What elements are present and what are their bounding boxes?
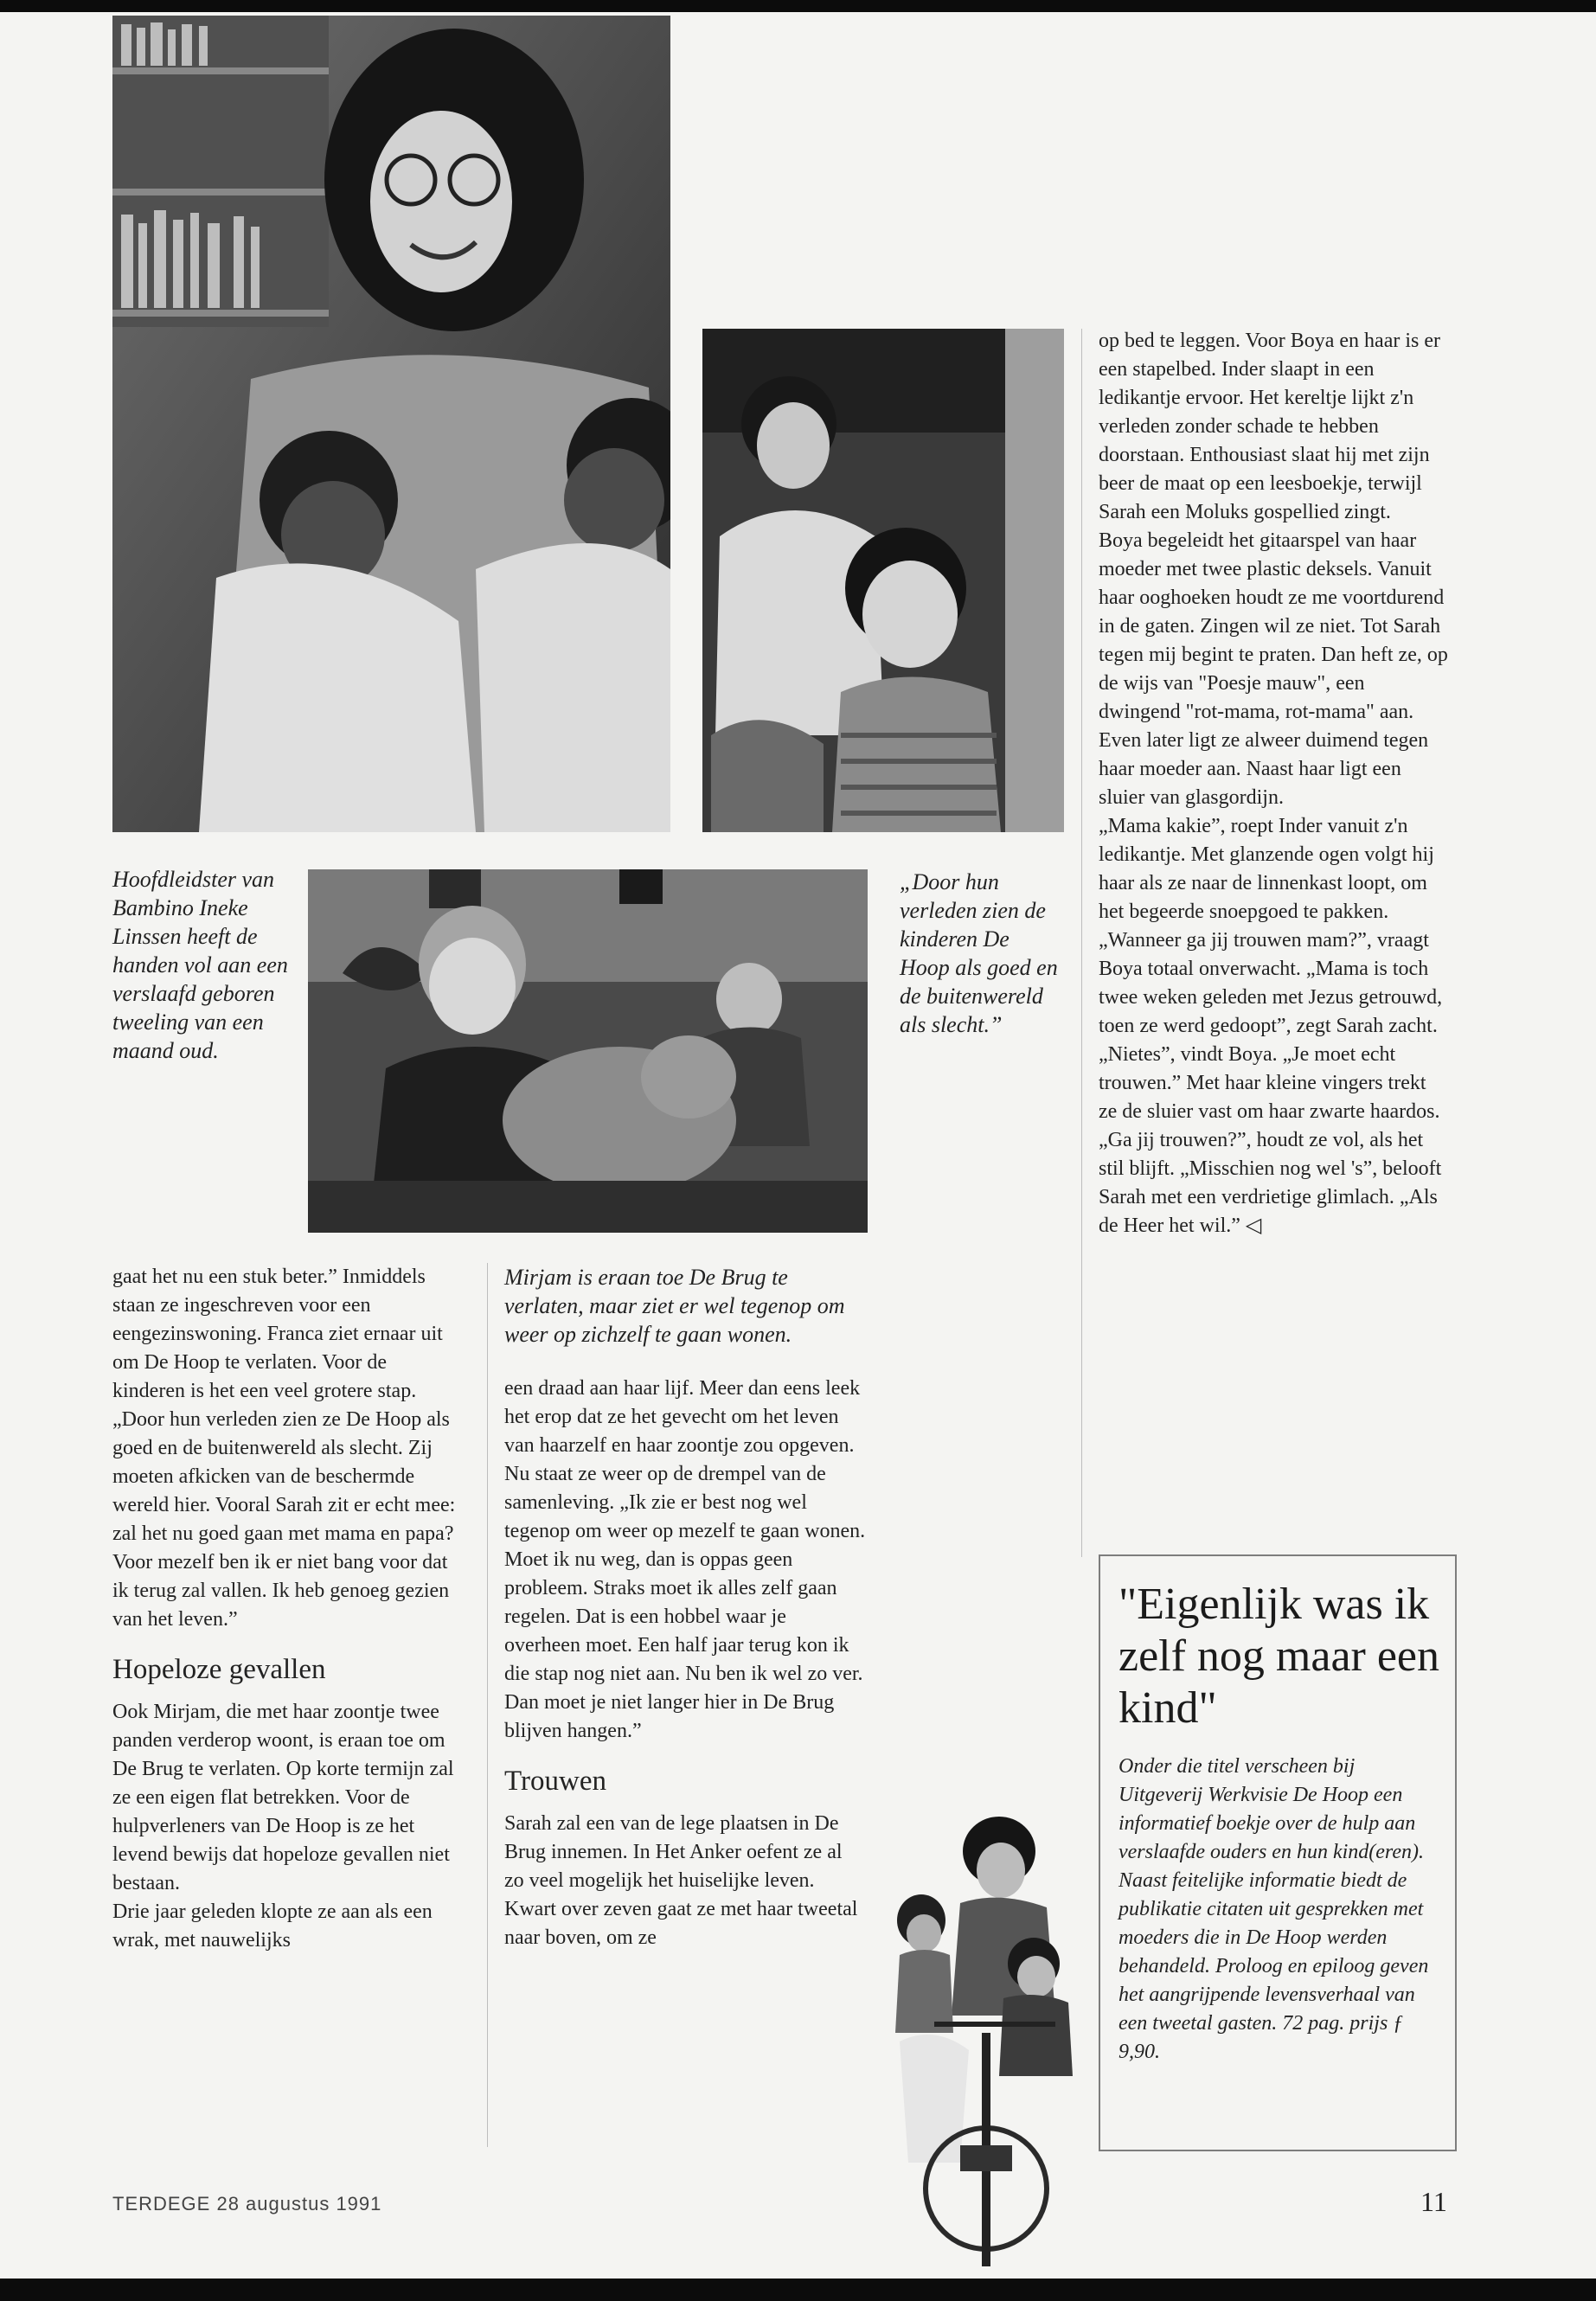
col2-intro: Mirjam is eraan toe De Brug te verlaten, maar ziet er wel tegenop om weer op zichzelf te gaan wonen. (504, 1265, 845, 1347)
col1-paragraph-2: Ook Mirjam, die met haar zoontje twee panden verderop woont, is eraan toe om De Brug te verlaten. Op korte termijn zal ze een eigen flat betrekken. Voor de hulpverleners van De Hoop is ze het levend bewijs dat hopeloze gevallen niet bestaan. (112, 1701, 454, 1894)
article-column-3 (1099, 327, 1448, 1240)
article-column-1 (112, 1263, 462, 1955)
caption-hoofdleidster: Hoofdleidster van Bambino Ineke Linssen heeft de handen vol aan een verslaafd geboren tweeling van een maand oud. (112, 867, 288, 1063)
caption-door-hun-verleden: „Door hun verleden zien de kinderen De Hoop als goed en de buitenwereld als slecht.” (900, 869, 1058, 1037)
sidebar-body: Onder die titel verscheen bij Uitgeverij Werkvisie De Hoop een informatief boekje over de hulp aan verslaafde ouders en hun kind(eren). Naast feitelijke informatie biedt de publikatie citaten uit gesprekken met moeders die in De Hoop werden behandeld. Proloog en epiloog geven het aangrijpende levensverhaal van een tweetal gasten. 72 pag. prijs ƒ 9,90. (1118, 1755, 1429, 2063)
photo-mother-children-on-bicycle (882, 1817, 1090, 2266)
col3-paragraph-2: Boya begeleidt het gitaarspel van haar moeder met twee plastic deksels. Vanuit haar ooghoeken houdt ze me voortdurend in de gaten. Zingen wil ze niet. Tot Sarah tegen mij begint te praten. Dan heft ze, op de wijs van "Poesje mauw", een dwingend "rot-mama, rot-mama" aan. Even later ligt ze alweer duimend tegen haar moeder aan. Naast haar ligt een sluier van glasgordijn. (1099, 529, 1448, 809)
col1-paragraph-3: Drie jaar geleden klopte ze aan als een wrak, met nauwelijks (112, 1900, 433, 1952)
photo-woman-with-twins (112, 16, 670, 832)
col2-paragraph-2: Sarah zal een van de lege plaatsen in De Brug innemen. In Het Anker oefent ze al zo veel mogelijk het huiselijke leven. Kwart over zeven gaat ze met haar tweetal naar boven, om ze (504, 1812, 858, 1949)
heading-hopeloze-gevallen: Hopeloze gevallen (112, 1654, 326, 1685)
column-rule-2 (1081, 329, 1082, 1557)
page-number: 11 (1420, 2186, 1447, 2217)
footer-publication-date: TERDEGE 28 augustus 1991 (112, 2193, 382, 2214)
photo-woman-and-girl-in-doorway (702, 329, 1064, 832)
col2-paragraph-1: een draad aan haar lijf. Meer dan eens leek het erop dat ze het gevecht om het leven van haarzelf en haar zoontje zou opgeven. Nu staat ze weer op de drempel van de samenleving. „Ik zie er best nog wel tegenop om weer op mezelf te gaan wonen. Moet ik nu weg, dan is oppas geen probleem. Straks moet ik alles zelf gaan regelen. Dat is een hobbel waar je overheen moet. Een half jaar terug kon ik die stap nog niet aan. Nu ben ik wel zo ver. Dan moet je niet langer hier in De Brug blijven hangen.” (504, 1377, 866, 1742)
scan-border-top (0, 0, 1596, 12)
col3-paragraph-1: op bed te leggen. Voor Boya en haar is er een stapelbed. Inder slaapt in een ledikantje ervoor. Het kereltje lijkt z'n verleden zonder schade te hebben doorstaan. Enthousiast slaat hij met zijn beer de maat op een leesboekje, terwijl Sarah een Moluks gospellied zingt. (1099, 330, 1441, 523)
photo-boy-with-teddy-bear (308, 869, 868, 1233)
sidebar-title: "Eigenlijk was ik zelf nog maar een kind" (1118, 1580, 1440, 1733)
heading-trouwen: Trouwen (504, 1766, 606, 1797)
scan-border-bottom (0, 2279, 1596, 2301)
col1-paragraph-1: gaat het nu een stuk beter.” Inmiddels staan ze ingeschreven voor een eengezinswoning. Franca ziet ernaar uit om De Hoop te verlaten. Voor de kinderen is het een veel grotere stap. „Door hun verleden zien ze De Hoop als goed en de buitenwereld als slecht. Zij moeten afkicken van de beschermde wereld hier. Vooral Sarah zit er echt mee: zal het nu goed gaan met mama en papa? Voor mezelf ben ik er niet bang voor dat ik terug zal vallen. Ik heb genoeg gezien van het leven.” (112, 1266, 456, 1631)
col3-paragraph-3: „Mama kakie”, roept Inder vanuit z'n ledikantje. Met glanzende ogen volgt hij haar als ze naar de linnenkast loopt, om het begeerde snoepgoed te pakken. „Wanneer ga jij trouwen mam?”, vraagt Boya totaal onverwacht. „Mama is toch twee weken geleden met Jezus getrouwd, toen ze werd gedoopt”, zegt Sarah zacht. „Nietes”, vindt Boya. „Je moet echt trouwen.” Met haar kleine vingers trekt ze de sluier vast om haar zwarte haardos. „Ga jij trouwen?”, houdt ze vol, als het stil blijft. „Misschien nog wel 's”, belooft Sarah met een verdrietige glimlach. „Als de Heer het wil.” ◁ (1099, 815, 1443, 1237)
article-column-2 (504, 1263, 866, 1952)
column-rule-1 (487, 1263, 488, 2147)
